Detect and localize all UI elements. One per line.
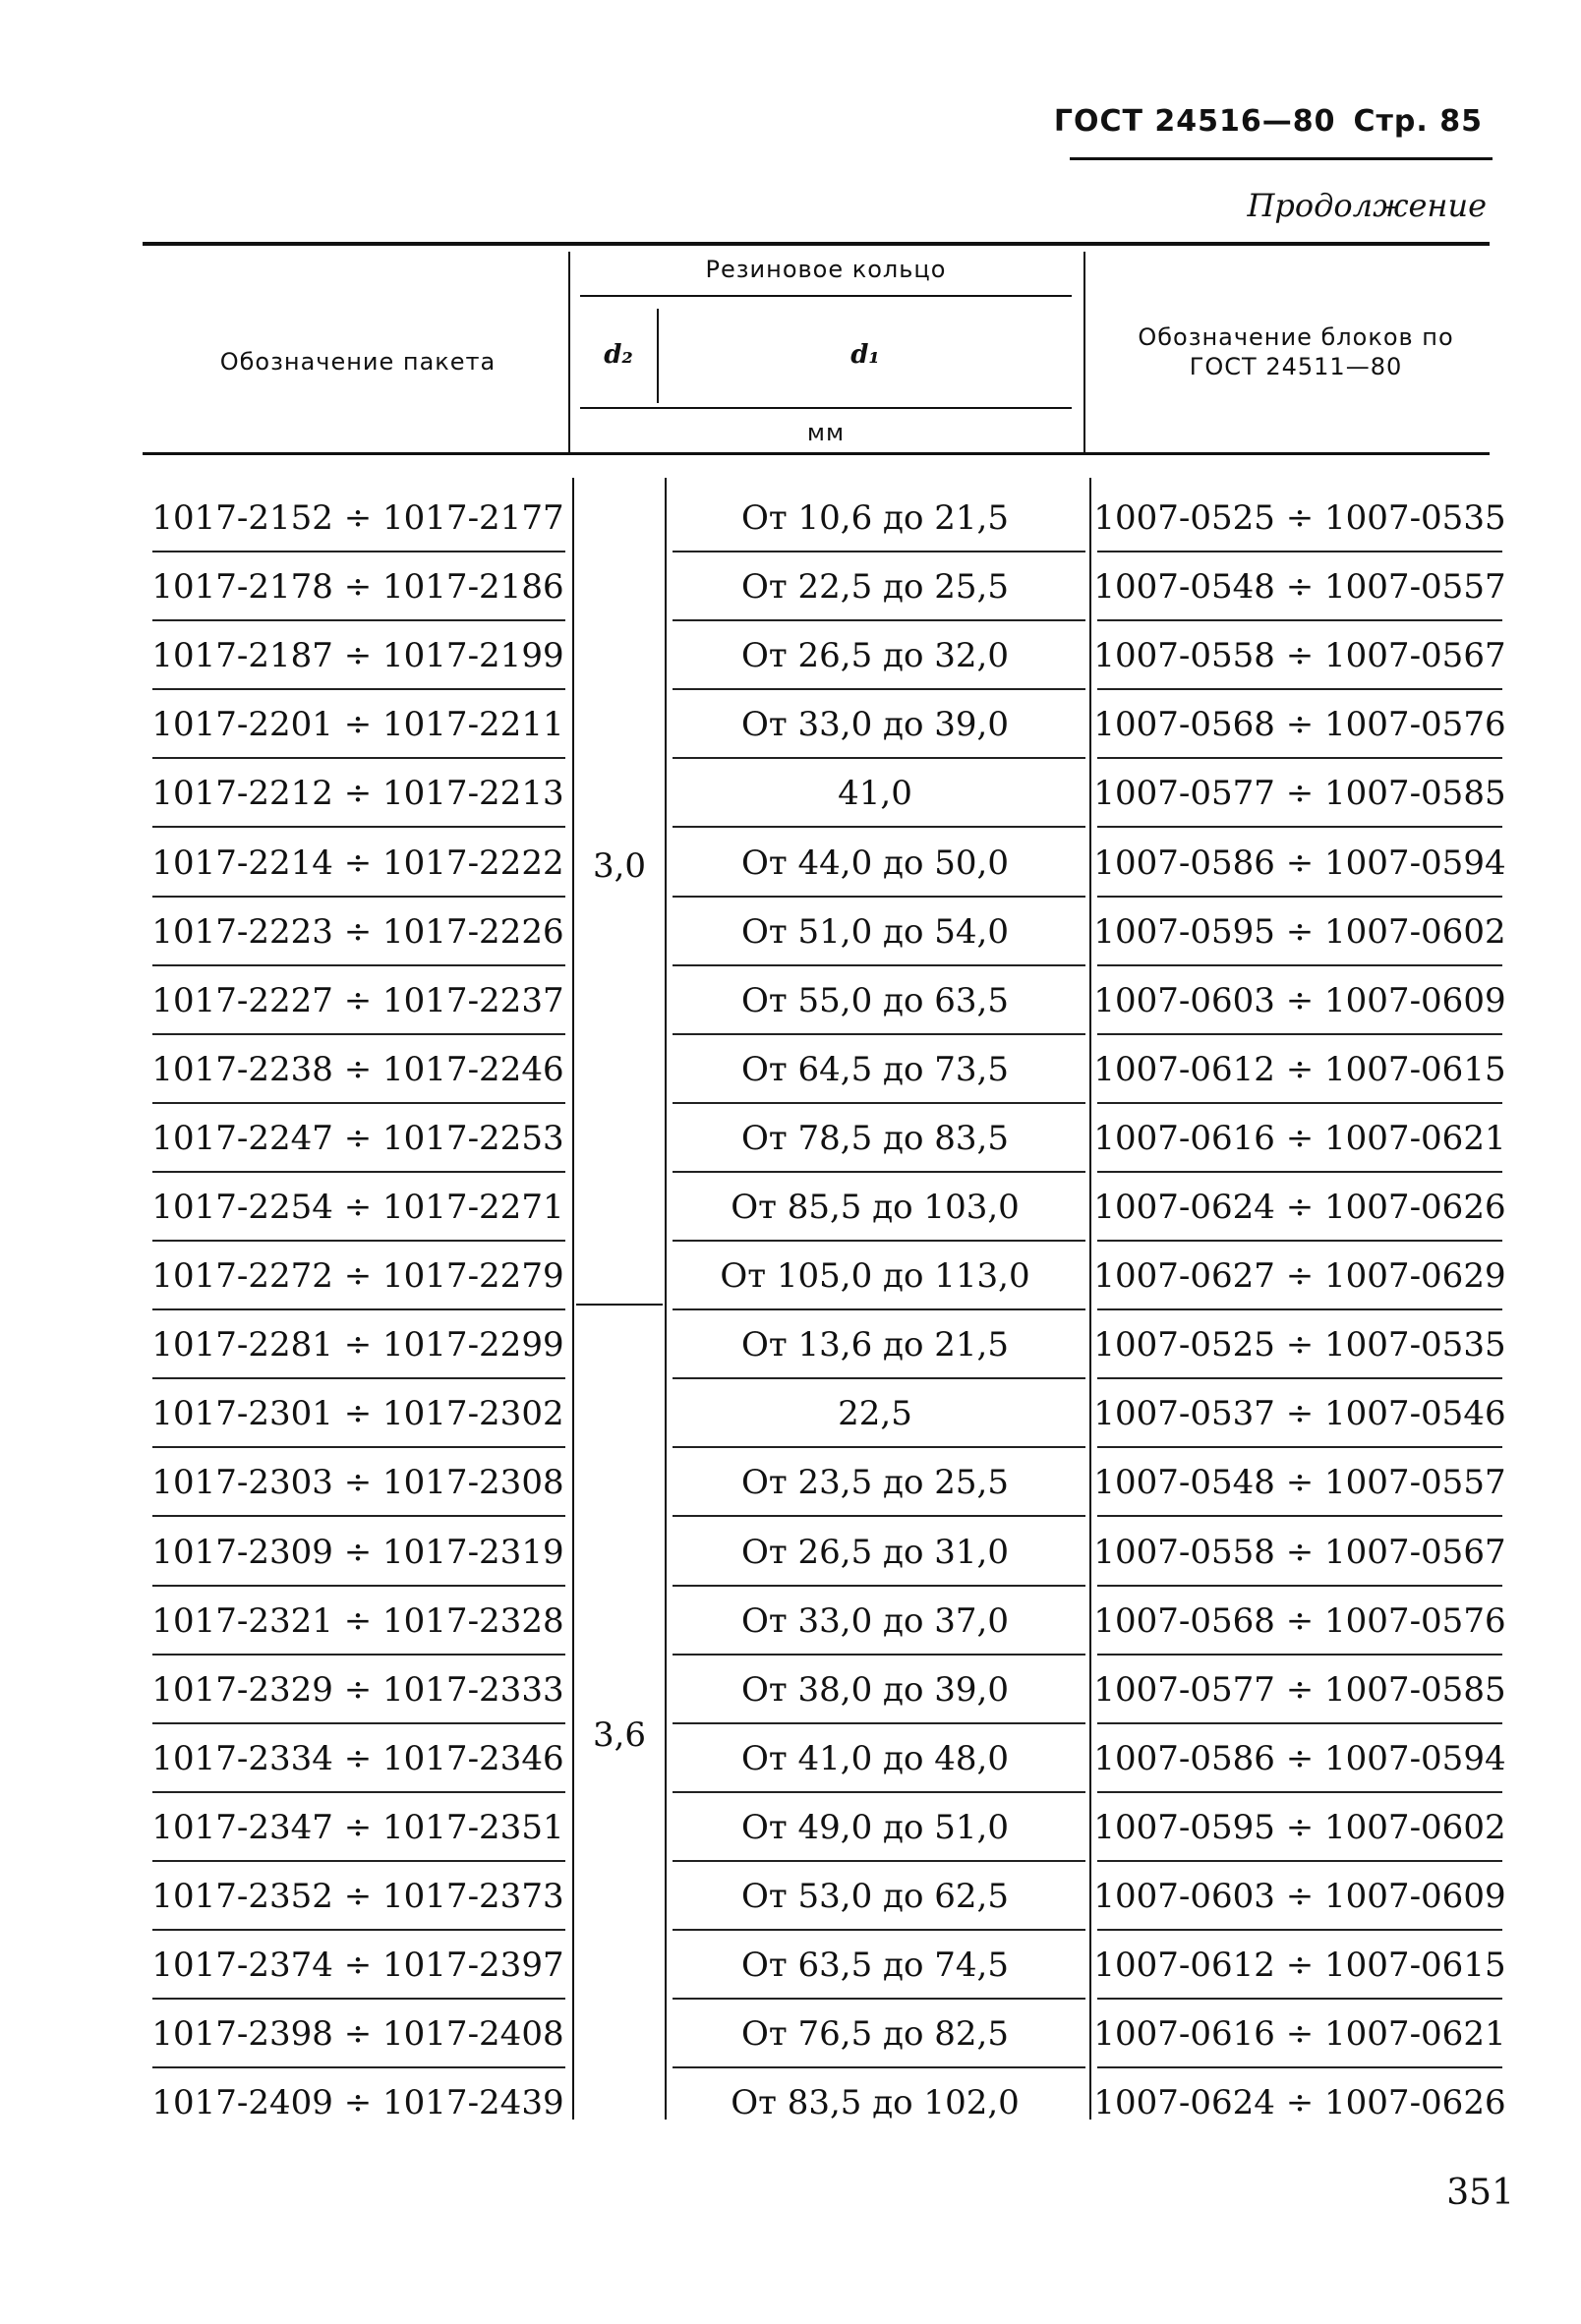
ring-d1-value: От 51,0 до 54,0	[741, 911, 1009, 952]
table-row	[0, 1656, 1581, 1724]
header-unit: мм	[806, 419, 846, 446]
package-designation: 1017-2334 ÷ 1017-2346	[151, 1738, 564, 1778]
package-designation: 1017-2398 ÷ 1017-2408	[151, 2014, 564, 2055]
table-row	[0, 1931, 1581, 2000]
table-row	[0, 690, 1581, 759]
d2-group-value: 3,6	[592, 1715, 647, 1755]
package-designation: 1017-2329 ÷ 1017-2333	[151, 1669, 564, 1710]
block-designation: 1007-0586 ÷ 1007-0594	[1093, 1738, 1506, 1778]
block-designation: 1007-0577 ÷ 1007-0585	[1093, 1669, 1506, 1710]
package-designation: 1017-2352 ÷ 1017-2373	[151, 1877, 564, 1916]
ring-d1-value: От 38,0 до 39,0	[741, 1669, 1009, 1710]
table-row	[0, 2068, 1581, 2137]
table-row	[0, 1310, 1581, 1379]
ring-d1-value: От 55,0 до 63,5	[741, 980, 1009, 1020]
table-row	[0, 1448, 1581, 1517]
ring-d1-value: От 33,0 до 37,0	[741, 1600, 1009, 1641]
package-designation: 1017-2281 ÷ 1017-2299	[151, 1325, 564, 1365]
header-bottom-rule	[143, 452, 1490, 455]
standard-number: ГОСТ 24516—80	[1053, 104, 1336, 139]
table-row	[0, 552, 1581, 621]
package-designation: 1017-2178 ÷ 1017-2186	[151, 567, 564, 608]
header-blocks	[1089, 322, 1502, 381]
table-row	[0, 2000, 1581, 2068]
package-designation: 1017-2309 ÷ 1017-2319	[151, 1532, 564, 1572]
package-designation: 1017-2227 ÷ 1017-2237	[151, 980, 564, 1020]
block-designation: 1007-0627 ÷ 1007-0629	[1093, 1256, 1506, 1297]
table-row	[0, 1242, 1581, 1310]
block-designation: 1007-0586 ÷ 1007-0594	[1093, 842, 1506, 883]
block-designation: 1007-0568 ÷ 1007-0576	[1093, 1600, 1506, 1641]
table-row	[0, 759, 1581, 828]
ring-d1-value: 41,0	[838, 774, 912, 814]
ring-d1-value: От 83,5 до 102,0	[731, 2083, 1020, 2123]
block-designation: 1007-0568 ÷ 1007-0576	[1093, 705, 1506, 745]
ring-d1-value: От 85,5 до 103,0	[731, 1188, 1020, 1227]
ring-d1-value: От 53,0 до 62,5	[741, 1877, 1009, 1916]
table-row	[0, 1173, 1581, 1242]
package-designation: 1017-2272 ÷ 1017-2279	[151, 1256, 564, 1297]
package-designation: 1017-2238 ÷ 1017-2246	[151, 1049, 564, 1089]
package-designation: 1017-2212 ÷ 1017-2213	[151, 774, 564, 814]
package-designation: 1017-2374 ÷ 1017-2397	[151, 1946, 564, 1986]
block-designation: 1007-0525 ÷ 1007-0535	[1093, 1325, 1506, 1365]
table-row	[0, 1035, 1581, 1104]
header-divider-right	[1083, 252, 1085, 452]
package-designation: 1017-2214 ÷ 1017-2222	[151, 842, 564, 883]
block-designation: 1007-0612 ÷ 1007-0615	[1093, 1946, 1506, 1986]
header-top-rule	[143, 242, 1490, 246]
package-designation: 1017-2223 ÷ 1017-2226	[151, 911, 564, 952]
ring-d1-value: От 44,0 до 50,0	[741, 842, 1009, 883]
header-d1: d₁	[850, 340, 880, 370]
package-designation: 1017-2201 ÷ 1017-2211	[151, 705, 564, 745]
ring-d1-value: От 10,6 до 21,5	[741, 498, 1009, 538]
header-blocks-line1: Обозначение блоков по	[1138, 323, 1454, 351]
running-head	[1054, 104, 1483, 139]
table-row	[0, 484, 1581, 552]
block-designation: 1007-0525 ÷ 1007-0535	[1093, 498, 1506, 538]
block-designation: 1007-0558 ÷ 1007-0567	[1093, 1532, 1506, 1572]
d2-group-value: 3,0	[592, 846, 647, 886]
package-designation: 1017-2247 ÷ 1017-2253	[151, 1118, 564, 1158]
ring-d1-value: От 78,5 до 83,5	[741, 1118, 1009, 1158]
block-designation: 1007-0603 ÷ 1007-0609	[1093, 1877, 1506, 1916]
ring-d1-value: От 105,0 до 113,0	[720, 1256, 1030, 1297]
ring-d1-value: От 33,0 до 39,0	[741, 705, 1009, 745]
block-designation: 1007-0624 ÷ 1007-0626	[1093, 2083, 1506, 2123]
table-row	[0, 1793, 1581, 1862]
table-row	[0, 1862, 1581, 1931]
ring-d1-value: От 64,5 до 73,5	[741, 1049, 1009, 1089]
block-designation: 1007-0595 ÷ 1007-0602	[1093, 1807, 1506, 1847]
block-designation: 1007-0577 ÷ 1007-0585	[1093, 774, 1506, 814]
block-designation: 1007-0537 ÷ 1007-0546	[1093, 1394, 1506, 1434]
header-ring-rule	[580, 295, 1072, 297]
header-d2: d₂	[604, 340, 633, 370]
package-designation: 1017-2321 ÷ 1017-2328	[151, 1600, 564, 1641]
running-head-rule	[1070, 157, 1493, 160]
ring-d1-value: От 13,6 до 21,5	[741, 1325, 1009, 1365]
table-row	[0, 1587, 1581, 1656]
block-designation: 1007-0616 ÷ 1007-0621	[1093, 2014, 1506, 2055]
ring-d1-value: От 41,0 до 48,0	[741, 1738, 1009, 1778]
package-designation: 1017-2301 ÷ 1017-2302	[151, 1394, 564, 1434]
table-row	[0, 1724, 1581, 1793]
package-designation: 1017-2254 ÷ 1017-2271	[151, 1188, 564, 1227]
package-designation: 1017-2409 ÷ 1017-2439	[151, 2083, 564, 2123]
page-number: 351	[1446, 2173, 1514, 2213]
header-divider-left	[568, 252, 570, 452]
table-row	[0, 966, 1581, 1035]
table-row	[0, 1379, 1581, 1448]
ring-d1-value: От 26,5 до 32,0	[741, 636, 1009, 676]
table-row	[0, 1518, 1581, 1587]
block-designation: 1007-0603 ÷ 1007-0609	[1093, 980, 1506, 1020]
ring-d1-value: От 26,5 до 31,0	[741, 1532, 1009, 1572]
table-row	[0, 829, 1581, 898]
ring-d1-value: От 76,5 до 82,5	[741, 2014, 1009, 2055]
block-designation: 1007-0612 ÷ 1007-0615	[1093, 1049, 1506, 1089]
header-unit-rule	[580, 407, 1072, 409]
block-designation: 1007-0616 ÷ 1007-0621	[1093, 1118, 1506, 1158]
ring-d1-value: От 22,5 до 25,5	[741, 567, 1009, 608]
table-row	[0, 1104, 1581, 1173]
package-designation: 1017-2303 ÷ 1017-2308	[151, 1463, 564, 1503]
block-designation: 1007-0558 ÷ 1007-0567	[1093, 636, 1506, 676]
header-package: Обозначение пакета	[219, 348, 497, 376]
block-designation: 1007-0548 ÷ 1007-0557	[1093, 567, 1506, 608]
header-rubber-ring: Резиновое кольцо	[705, 256, 947, 283]
block-designation: 1007-0624 ÷ 1007-0626	[1093, 1188, 1506, 1227]
package-designation: 1017-2347 ÷ 1017-2351	[151, 1807, 564, 1847]
continuation-label: Продолжение	[1247, 187, 1487, 224]
header-blocks-line2: ГОСТ 24511—80	[1189, 353, 1403, 380]
ring-d1-value: От 63,5 до 74,5	[741, 1946, 1009, 1986]
block-designation: 1007-0595 ÷ 1007-0602	[1093, 911, 1506, 952]
table-row	[0, 621, 1581, 690]
table-row	[0, 898, 1581, 966]
page-label: Стр. 85	[1353, 104, 1483, 139]
block-designation: 1007-0548 ÷ 1007-0557	[1093, 1463, 1506, 1503]
package-designation: 1017-2187 ÷ 1017-2199	[151, 636, 564, 676]
package-designation: 1017-2152 ÷ 1017-2177	[151, 498, 564, 538]
ring-d1-value: От 49,0 до 51,0	[741, 1807, 1009, 1847]
ring-d1-value: 22,5	[838, 1394, 912, 1434]
ring-d1-value: От 23,5 до 25,5	[741, 1463, 1009, 1503]
